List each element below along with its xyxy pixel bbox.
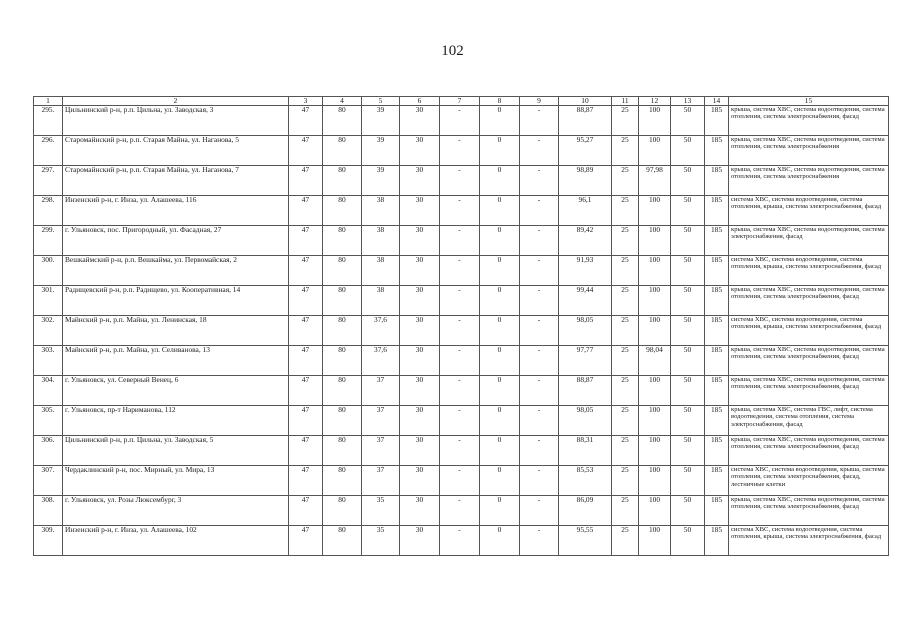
value-cell-3: 47 <box>289 406 323 436</box>
value-cell-4: 80 <box>323 376 362 406</box>
value-cell-8: 0 <box>480 346 520 376</box>
value-cell-11: 25 <box>612 256 639 286</box>
address-cell: Чердаклинский р-н, пос. Мирный, ул. Мира, 13 <box>63 466 289 496</box>
row-number: 309. <box>34 526 63 556</box>
value-cell-9: - <box>520 166 559 196</box>
address-cell: Старомайнский р-н, р.п. Старая Майна, ул. Наганова, 5 <box>63 136 289 166</box>
value-cell-4: 80 <box>323 346 362 376</box>
value-cell-4: 80 <box>323 166 362 196</box>
value-cell-9: - <box>520 196 559 226</box>
value-cell-3: 47 <box>289 466 323 496</box>
value-cell-10: 88,87 <box>559 376 612 406</box>
value-cell-12: 100 <box>639 226 671 256</box>
column-header: 9 <box>520 97 559 106</box>
table-row <box>34 406 889 436</box>
table-row <box>34 226 889 256</box>
value-cell-8: 0 <box>480 496 520 526</box>
value-cell-8: 0 <box>480 166 520 196</box>
row-number: 298. <box>34 196 63 226</box>
value-cell-8: 0 <box>480 316 520 346</box>
column-header: 6 <box>400 97 440 106</box>
table-row <box>34 256 889 286</box>
value-cell-12: 100 <box>639 256 671 286</box>
value-cell-12: 100 <box>639 106 671 136</box>
value-cell-3: 47 <box>289 196 323 226</box>
value-cell-11: 25 <box>612 136 639 166</box>
value-cell-10: 85,53 <box>559 466 612 496</box>
row-number: 305. <box>34 406 63 436</box>
value-cell-7: - <box>440 196 480 226</box>
address-cell: г. Ульяновск, пос. Пригородный, ул. Фасадная, 27 <box>63 226 289 256</box>
value-cell-5: 38 <box>362 226 400 256</box>
value-cell-3: 47 <box>289 106 323 136</box>
value-cell-10: 88,31 <box>559 436 612 466</box>
column-header: 3 <box>289 97 323 106</box>
value-cell-9: - <box>520 346 559 376</box>
value-cell-5: 39 <box>362 136 400 166</box>
value-cell-5: 37 <box>362 376 400 406</box>
value-cell-5: 37 <box>362 466 400 496</box>
value-cell-14: 185 <box>705 376 729 406</box>
works-cell: крыша, система ХВС, система водоотведения, система электроснабжения, фасад <box>729 226 889 256</box>
value-cell-9: - <box>520 496 559 526</box>
works-cell: крыша, система ХВС, система водоотведения, система отопления, система электроснабжения, фасад <box>729 286 889 316</box>
value-cell-8: 0 <box>480 436 520 466</box>
works-cell: система ХВС, система водоотведения, система отопления, крыша, система электроснабжения, фасад <box>729 196 889 226</box>
value-cell-10: 95,27 <box>559 136 612 166</box>
table-row <box>34 376 889 406</box>
value-cell-4: 80 <box>323 316 362 346</box>
value-cell-12: 100 <box>639 466 671 496</box>
value-cell-7: - <box>440 166 480 196</box>
value-cell-7: - <box>440 466 480 496</box>
table-row <box>34 496 889 526</box>
value-cell-6: 30 <box>400 496 440 526</box>
value-cell-9: - <box>520 226 559 256</box>
works-cell: крыша, система ХВС, система ГВС, лифт, система водоотведения, система отопления, система электроснабжения, фасад <box>729 406 889 436</box>
column-header: 8 <box>480 97 520 106</box>
value-cell-13: 50 <box>671 526 705 556</box>
value-cell-11: 25 <box>612 376 639 406</box>
value-cell-6: 30 <box>400 346 440 376</box>
value-cell-14: 185 <box>705 166 729 196</box>
value-cell-13: 50 <box>671 166 705 196</box>
works-cell: крыша, система ХВС, система водоотведения, система отопления, система электроснабжения, фасад <box>729 436 889 466</box>
value-cell-12: 98,04 <box>639 346 671 376</box>
value-cell-12: 100 <box>639 196 671 226</box>
value-cell-13: 50 <box>671 136 705 166</box>
value-cell-11: 25 <box>612 106 639 136</box>
address-cell: Старомайнский р-н, р.п. Старая Майна, ул. Наганова, 7 <box>63 166 289 196</box>
value-cell-13: 50 <box>671 286 705 316</box>
value-cell-6: 30 <box>400 526 440 556</box>
value-cell-11: 25 <box>612 406 639 436</box>
value-cell-14: 185 <box>705 346 729 376</box>
value-cell-14: 185 <box>705 406 729 436</box>
value-cell-7: - <box>440 106 480 136</box>
header-row <box>34 97 889 106</box>
value-cell-5: 37,6 <box>362 346 400 376</box>
value-cell-3: 47 <box>289 226 323 256</box>
value-cell-3: 47 <box>289 376 323 406</box>
value-cell-6: 30 <box>400 286 440 316</box>
value-cell-11: 25 <box>612 166 639 196</box>
value-cell-4: 80 <box>323 496 362 526</box>
value-cell-7: - <box>440 496 480 526</box>
value-cell-13: 50 <box>671 436 705 466</box>
row-number: 308. <box>34 496 63 526</box>
table-row <box>34 466 889 496</box>
page-number: 102 <box>441 43 464 59</box>
row-number: 300. <box>34 256 63 286</box>
value-cell-8: 0 <box>480 406 520 436</box>
value-cell-7: - <box>440 526 480 556</box>
value-cell-8: 0 <box>480 226 520 256</box>
value-cell-10: 95,55 <box>559 526 612 556</box>
value-cell-14: 185 <box>705 226 729 256</box>
table-row <box>34 196 889 226</box>
value-cell-11: 25 <box>612 526 639 556</box>
value-cell-13: 50 <box>671 466 705 496</box>
address-cell: г. Ульяновск, пр-т Нариманова, 112 <box>63 406 289 436</box>
register-table <box>33 96 889 556</box>
value-cell-3: 47 <box>289 256 323 286</box>
value-cell-6: 30 <box>400 136 440 166</box>
value-cell-4: 80 <box>323 226 362 256</box>
value-cell-13: 50 <box>671 316 705 346</box>
value-cell-13: 50 <box>671 406 705 436</box>
value-cell-7: - <box>440 256 480 286</box>
value-cell-6: 30 <box>400 436 440 466</box>
table-row <box>34 166 889 196</box>
table-row <box>34 286 889 316</box>
value-cell-3: 47 <box>289 436 323 466</box>
value-cell-5: 38 <box>362 196 400 226</box>
value-cell-7: - <box>440 406 480 436</box>
value-cell-8: 0 <box>480 286 520 316</box>
value-cell-5: 39 <box>362 166 400 196</box>
value-cell-4: 80 <box>323 106 362 136</box>
value-cell-9: - <box>520 376 559 406</box>
value-cell-4: 80 <box>323 466 362 496</box>
works-cell: крыша, система ХВС, система водоотведения, система отопления, система электроснабжения, фасад <box>729 496 889 526</box>
value-cell-11: 25 <box>612 466 639 496</box>
value-cell-10: 89,42 <box>559 226 612 256</box>
value-cell-14: 185 <box>705 256 729 286</box>
column-header: 7 <box>440 97 480 106</box>
value-cell-11: 25 <box>612 316 639 346</box>
value-cell-3: 47 <box>289 286 323 316</box>
value-cell-9: - <box>520 316 559 346</box>
row-number: 297. <box>34 166 63 196</box>
table-row <box>34 316 889 346</box>
address-cell: Инзенский р-н, г. Инза, ул. Алашеева, 102 <box>63 526 289 556</box>
value-cell-11: 25 <box>612 286 639 316</box>
value-cell-5: 37,6 <box>362 316 400 346</box>
value-cell-6: 30 <box>400 376 440 406</box>
address-cell: Вешкаймский р-н, р.п. Вешкайма, ул. Первомайская, 2 <box>63 256 289 286</box>
works-cell: крыша, система ХВС, система водоотведения, система отопления, система электроснабжения, фасад <box>729 376 889 406</box>
value-cell-13: 50 <box>671 106 705 136</box>
value-cell-8: 0 <box>480 376 520 406</box>
row-number: 301. <box>34 286 63 316</box>
value-cell-7: - <box>440 226 480 256</box>
value-cell-14: 185 <box>705 526 729 556</box>
table-row <box>34 346 889 376</box>
value-cell-13: 50 <box>671 496 705 526</box>
value-cell-3: 47 <box>289 526 323 556</box>
address-cell: Майнский р-н, р.п. Майна, ул. Ленинская, 18 <box>63 316 289 346</box>
row-number: 302. <box>34 316 63 346</box>
value-cell-12: 100 <box>639 136 671 166</box>
column-header: 14 <box>705 97 729 106</box>
table-row <box>34 106 889 136</box>
column-header: 2 <box>63 97 289 106</box>
value-cell-6: 30 <box>400 466 440 496</box>
works-cell: система ХВС, система водоотведения, система отопления, крыша, система электроснабжения, фасад <box>729 316 889 346</box>
row-number: 307. <box>34 466 63 496</box>
value-cell-12: 100 <box>639 436 671 466</box>
value-cell-12: 97,98 <box>639 166 671 196</box>
value-cell-14: 185 <box>705 106 729 136</box>
value-cell-9: - <box>520 466 559 496</box>
value-cell-12: 100 <box>639 376 671 406</box>
address-cell: Майнский р-н, р.п. Майна, ул. Селиванова, 13 <box>63 346 289 376</box>
value-cell-5: 37 <box>362 436 400 466</box>
row-number: 303. <box>34 346 63 376</box>
value-cell-10: 99,44 <box>559 286 612 316</box>
value-cell-8: 0 <box>480 466 520 496</box>
value-cell-12: 100 <box>639 496 671 526</box>
value-cell-10: 98,05 <box>559 316 612 346</box>
value-cell-14: 185 <box>705 496 729 526</box>
address-cell: Инзенский р-н, г. Инза, ул. Алашеева, 116 <box>63 196 289 226</box>
column-header: 15 <box>729 97 889 106</box>
value-cell-4: 80 <box>323 436 362 466</box>
value-cell-10: 91,93 <box>559 256 612 286</box>
value-cell-7: - <box>440 316 480 346</box>
works-cell: крыша, система ХВС, система водоотведения, система отопления, система электроснабжения <box>729 166 889 196</box>
value-cell-3: 47 <box>289 136 323 166</box>
value-cell-7: - <box>440 136 480 166</box>
value-cell-8: 0 <box>480 526 520 556</box>
value-cell-8: 0 <box>480 256 520 286</box>
address-cell: Цильнинский р-н, р.п. Цильна, ул. Заводская, 3 <box>63 106 289 136</box>
value-cell-5: 35 <box>362 526 400 556</box>
address-cell: Радищевский р-н, р.п. Радищево, ул. Кооперативная, 14 <box>63 286 289 316</box>
address-cell: г. Ульяновск, ул. Северный Венец, 6 <box>63 376 289 406</box>
table-row <box>34 436 889 466</box>
value-cell-14: 185 <box>705 136 729 166</box>
value-cell-4: 80 <box>323 526 362 556</box>
value-cell-10: 98,89 <box>559 166 612 196</box>
value-cell-10: 98,05 <box>559 406 612 436</box>
value-cell-14: 185 <box>705 316 729 346</box>
address-cell: г. Ульяновск, ул. Розы Люксембург, 3 <box>63 496 289 526</box>
value-cell-10: 88,87 <box>559 106 612 136</box>
works-cell: система ХВС, система водоотведения, крыша, система отопления, система электроснабжения, фасад, лестничные клетки <box>729 466 889 496</box>
value-cell-9: - <box>520 436 559 466</box>
value-cell-7: - <box>440 376 480 406</box>
value-cell-13: 50 <box>671 376 705 406</box>
value-cell-5: 39 <box>362 106 400 136</box>
value-cell-8: 0 <box>480 106 520 136</box>
value-cell-13: 50 <box>671 346 705 376</box>
value-cell-11: 25 <box>612 196 639 226</box>
value-cell-10: 97,77 <box>559 346 612 376</box>
value-cell-14: 185 <box>705 286 729 316</box>
value-cell-13: 50 <box>671 226 705 256</box>
value-cell-5: 38 <box>362 286 400 316</box>
works-cell: крыша, система ХВС, система водоотведения, система отопления, система электроснабжения <box>729 136 889 166</box>
value-cell-4: 80 <box>323 196 362 226</box>
value-cell-9: - <box>520 256 559 286</box>
value-cell-7: - <box>440 346 480 376</box>
value-cell-9: - <box>520 406 559 436</box>
value-cell-4: 80 <box>323 256 362 286</box>
value-cell-9: - <box>520 286 559 316</box>
value-cell-11: 25 <box>612 346 639 376</box>
value-cell-12: 100 <box>639 526 671 556</box>
value-cell-13: 50 <box>671 256 705 286</box>
value-cell-11: 25 <box>612 226 639 256</box>
column-header: 5 <box>362 97 400 106</box>
works-cell: система ХВС, система водоотведения, система отопления, крыша, система электроснабжения, фасад <box>729 526 889 556</box>
value-cell-14: 185 <box>705 436 729 466</box>
value-cell-12: 100 <box>639 316 671 346</box>
value-cell-5: 38 <box>362 256 400 286</box>
value-cell-8: 0 <box>480 196 520 226</box>
row-number: 304. <box>34 376 63 406</box>
row-number: 295. <box>34 106 63 136</box>
value-cell-6: 30 <box>400 406 440 436</box>
value-cell-12: 100 <box>639 286 671 316</box>
column-header: 10 <box>559 97 612 106</box>
value-cell-12: 100 <box>639 406 671 436</box>
value-cell-7: - <box>440 436 480 466</box>
value-cell-10: 96,1 <box>559 196 612 226</box>
column-header: 4 <box>323 97 362 106</box>
value-cell-6: 30 <box>400 196 440 226</box>
value-cell-6: 30 <box>400 256 440 286</box>
value-cell-6: 30 <box>400 106 440 136</box>
value-cell-5: 35 <box>362 496 400 526</box>
value-cell-11: 25 <box>612 436 639 466</box>
value-cell-9: - <box>520 136 559 166</box>
value-cell-9: - <box>520 526 559 556</box>
value-cell-4: 80 <box>323 406 362 436</box>
value-cell-4: 80 <box>323 286 362 316</box>
value-cell-5: 37 <box>362 406 400 436</box>
table-row <box>34 526 889 556</box>
works-cell: крыша, система ХВС, система водоотведения, система отопления, система электроснабжения, фасад <box>729 346 889 376</box>
value-cell-9: - <box>520 106 559 136</box>
value-cell-6: 30 <box>400 226 440 256</box>
value-cell-3: 47 <box>289 316 323 346</box>
value-cell-6: 30 <box>400 166 440 196</box>
value-cell-3: 47 <box>289 496 323 526</box>
column-header: 12 <box>639 97 671 106</box>
value-cell-6: 30 <box>400 316 440 346</box>
value-cell-4: 80 <box>323 136 362 166</box>
row-number: 299. <box>34 226 63 256</box>
value-cell-3: 47 <box>289 346 323 376</box>
row-number: 306. <box>34 436 63 466</box>
works-cell: система ХВС, система водоотведения, система отопления, крыша, система электроснабжения, фасад <box>729 256 889 286</box>
value-cell-8: 0 <box>480 136 520 166</box>
column-header: 13 <box>671 97 705 106</box>
value-cell-14: 185 <box>705 466 729 496</box>
column-header: 1 <box>34 97 63 106</box>
value-cell-14: 185 <box>705 196 729 226</box>
column-header: 11 <box>612 97 639 106</box>
value-cell-10: 86,09 <box>559 496 612 526</box>
value-cell-11: 25 <box>612 496 639 526</box>
address-cell: Цильнинский р-н, р.п. Цильна, ул. Заводская, 5 <box>63 436 289 466</box>
works-cell: крыша, система ХВС, система водоотведения, система отопления, система электроснабжения, фасад <box>729 106 889 136</box>
value-cell-13: 50 <box>671 196 705 226</box>
row-number: 296. <box>34 136 63 166</box>
value-cell-3: 47 <box>289 166 323 196</box>
value-cell-7: - <box>440 286 480 316</box>
table-row <box>34 136 889 166</box>
